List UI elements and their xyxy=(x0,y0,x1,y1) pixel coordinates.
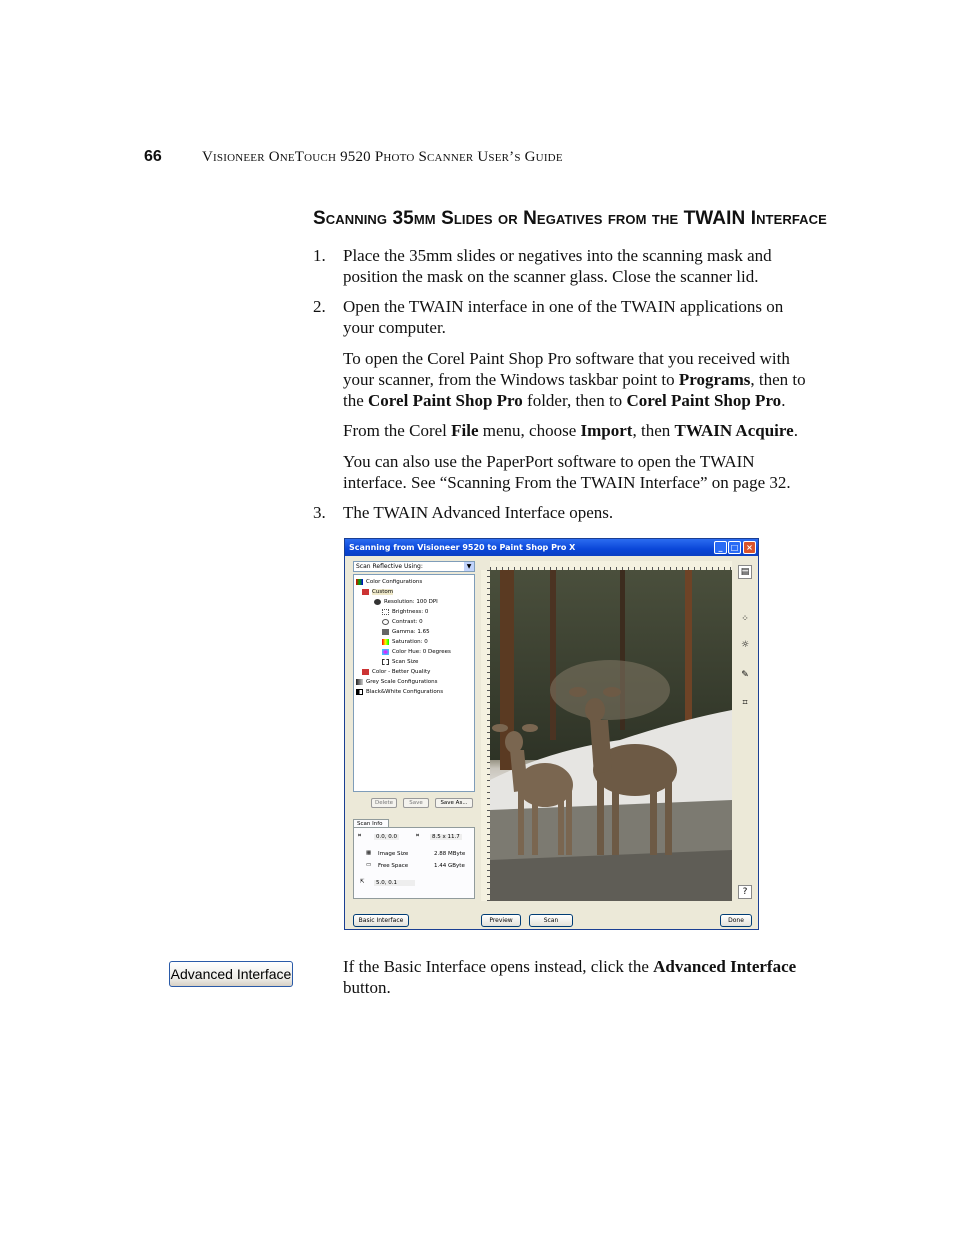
tree-item[interactable] xyxy=(354,577,474,587)
resolution-icon xyxy=(374,599,381,605)
tree-item-label: Resolution: 100 DPI xyxy=(384,599,438,605)
saturation-icon xyxy=(382,639,389,645)
twain-window-screenshot xyxy=(344,538,759,930)
tree-item[interactable] xyxy=(354,597,474,607)
done-button[interactable]: Done xyxy=(720,914,752,927)
contrast-icon xyxy=(382,619,389,625)
preview-button[interactable]: Preview xyxy=(481,914,521,927)
tree-item-label: Scan Size xyxy=(392,659,419,665)
paragraph-file-menu xyxy=(343,420,813,441)
tree-item-label: Color Configurations xyxy=(366,579,423,585)
step-2-text: Open the TWAIN interface in one of the TWAIN applications on your computer. xyxy=(343,297,784,337)
step-2-number: 2. xyxy=(313,297,326,316)
color-config-icon xyxy=(356,579,363,585)
free-space-value: 1.44 GByte xyxy=(434,863,465,869)
scan-size-icon xyxy=(382,659,389,665)
chevron-down-icon[interactable]: ▼ xyxy=(464,562,474,571)
free-space-icon: ▭ xyxy=(366,862,372,868)
maximize-icon[interactable]: □ xyxy=(728,541,741,554)
guide-title: Visioneer OneTouch 9520 Photo Scanner User’s Guide xyxy=(202,149,563,165)
tree-item[interactable] xyxy=(354,627,474,637)
tab-scan-info[interactable]: Scan Info xyxy=(353,819,389,828)
cursor-icon: ⇱ xyxy=(360,879,365,885)
window-titlebar xyxy=(345,539,758,556)
paragraph-paperport: You can also use the PaperPort software to open the TWAIN interface. See “Scanning From the TWAIN Interface” on page 32. xyxy=(343,452,791,492)
advanced-interface-term: Advanced Interface xyxy=(653,957,797,976)
tool-sidebar xyxy=(735,561,755,901)
tree-item-label: Saturation: 0 xyxy=(392,639,428,645)
tree-item-label: Contrast: 0 xyxy=(392,619,423,625)
color-quality-icon xyxy=(362,669,369,675)
window-title: Scanning from Visioneer 9520 to Paint Shop Pro X xyxy=(349,543,576,552)
halftone-icon[interactable]: ⁘ xyxy=(741,614,749,624)
tree-item-label: Black&White Configurations xyxy=(366,689,444,695)
tree-item-label: Color - Better Quality xyxy=(372,669,431,675)
black-white-icon xyxy=(356,689,363,695)
file-term: File xyxy=(451,421,479,440)
image-size-value: 2.88 MByte xyxy=(434,851,466,857)
tree-item[interactable] xyxy=(354,647,474,657)
twain-acquire-term: TWAIN Acquire xyxy=(674,421,794,440)
page-number: 66 xyxy=(144,148,162,165)
image-size-icon: ▦ xyxy=(366,850,372,856)
save-button[interactable]: Save xyxy=(403,798,429,808)
scan-button[interactable]: Scan xyxy=(529,914,573,927)
preview-image xyxy=(490,570,732,901)
custom-config-icon xyxy=(362,589,369,595)
page-size-value: 8.5 x 11.7 xyxy=(432,834,460,840)
text: menu, choose xyxy=(478,421,581,440)
tree-item[interactable] xyxy=(354,617,474,627)
help-icon[interactable]: ? xyxy=(738,885,752,899)
gamma-icon xyxy=(382,629,389,635)
tree-item-label: Brightness: 0 xyxy=(392,609,429,615)
paragraph-open-corel xyxy=(343,348,813,411)
close-icon[interactable]: × xyxy=(743,541,756,554)
cursor-position: 5.0, 0.1 xyxy=(374,880,415,886)
corel-folder-term: Corel Paint Shop Pro xyxy=(368,391,523,410)
advanced-interface-button[interactable]: Advanced Interface xyxy=(169,961,293,987)
step-3-text: The TWAIN Advanced Interface opens. xyxy=(343,503,614,522)
save-as-button[interactable]: Save As... xyxy=(435,798,473,808)
tree-item[interactable] xyxy=(354,657,474,667)
scan-info-panel xyxy=(353,827,475,899)
crop-icon[interactable]: ⌗ xyxy=(742,698,748,708)
tree-item[interactable] xyxy=(354,677,474,687)
tree-item-label: Grey Scale Configurations xyxy=(366,679,438,685)
section-title: Scanning 35mm Slides or Negatives from the TWAIN Interface xyxy=(313,208,827,229)
step-3-number: 3. xyxy=(313,503,326,522)
edit-icon[interactable]: ✎ xyxy=(741,670,749,680)
grey-scale-icon xyxy=(356,679,363,685)
deer-photo xyxy=(490,570,732,901)
tree-item-label: Custom xyxy=(372,589,394,595)
tree-item-label: Color Hue: 0 Degrees xyxy=(392,649,451,655)
image-size-label: Image Size xyxy=(378,851,409,857)
delete-button[interactable]: Delete xyxy=(371,798,397,808)
text: button. xyxy=(343,978,391,997)
step-1-number: 1. xyxy=(313,246,326,265)
tree-item[interactable] xyxy=(354,637,474,647)
step-1-text: Place the 35mm slides or negatives into the scanning mask and position the mask on the scanner glass. Close the scanner lid. xyxy=(343,246,772,286)
corel-app-term: Corel Paint Shop Pro xyxy=(626,391,782,410)
brightness-icon xyxy=(382,609,389,615)
minimize-icon[interactable]: _ xyxy=(714,541,727,554)
tree-item[interactable] xyxy=(354,667,474,677)
basic-interface-button[interactable]: Basic Interface xyxy=(353,914,409,927)
origin-icon: ⌗ xyxy=(358,833,362,839)
advanced-interface-note xyxy=(343,956,813,998)
color-hue-icon xyxy=(382,649,389,655)
tree-item[interactable] xyxy=(354,587,474,597)
configuration-tree[interactable] xyxy=(353,574,475,792)
text: , then to the xyxy=(343,370,806,410)
free-space-label: Free Space xyxy=(378,863,409,869)
tree-item-label: Gamma: 1.65 xyxy=(392,629,430,635)
scan-using-dropdown[interactable] xyxy=(353,561,475,572)
text: From the Corel xyxy=(343,421,452,440)
origin-value: 0.0, 0.0 xyxy=(376,834,397,840)
page-header xyxy=(144,148,563,166)
text: To open the Corel Paint Shop Pro software that you received with your scanner, from the Windows taskbar point to xyxy=(343,349,790,389)
properties-icon[interactable]: ▤ xyxy=(738,565,752,579)
tree-item[interactable] xyxy=(354,607,474,617)
tree-item[interactable] xyxy=(354,687,474,697)
text: If the Basic Interface opens instead, click the xyxy=(343,957,654,976)
scan-using-label: Scan Reflective Using: xyxy=(356,563,423,570)
text: . xyxy=(793,421,798,440)
text: . xyxy=(781,391,786,410)
import-term: Import xyxy=(580,421,633,440)
page-size-icon: ⌗ xyxy=(416,833,420,839)
text: folder, then to xyxy=(522,391,627,410)
brightness-adjust-icon[interactable]: ☼ xyxy=(740,640,750,650)
programs-term: Programs xyxy=(678,370,751,389)
text: , then xyxy=(632,421,675,440)
